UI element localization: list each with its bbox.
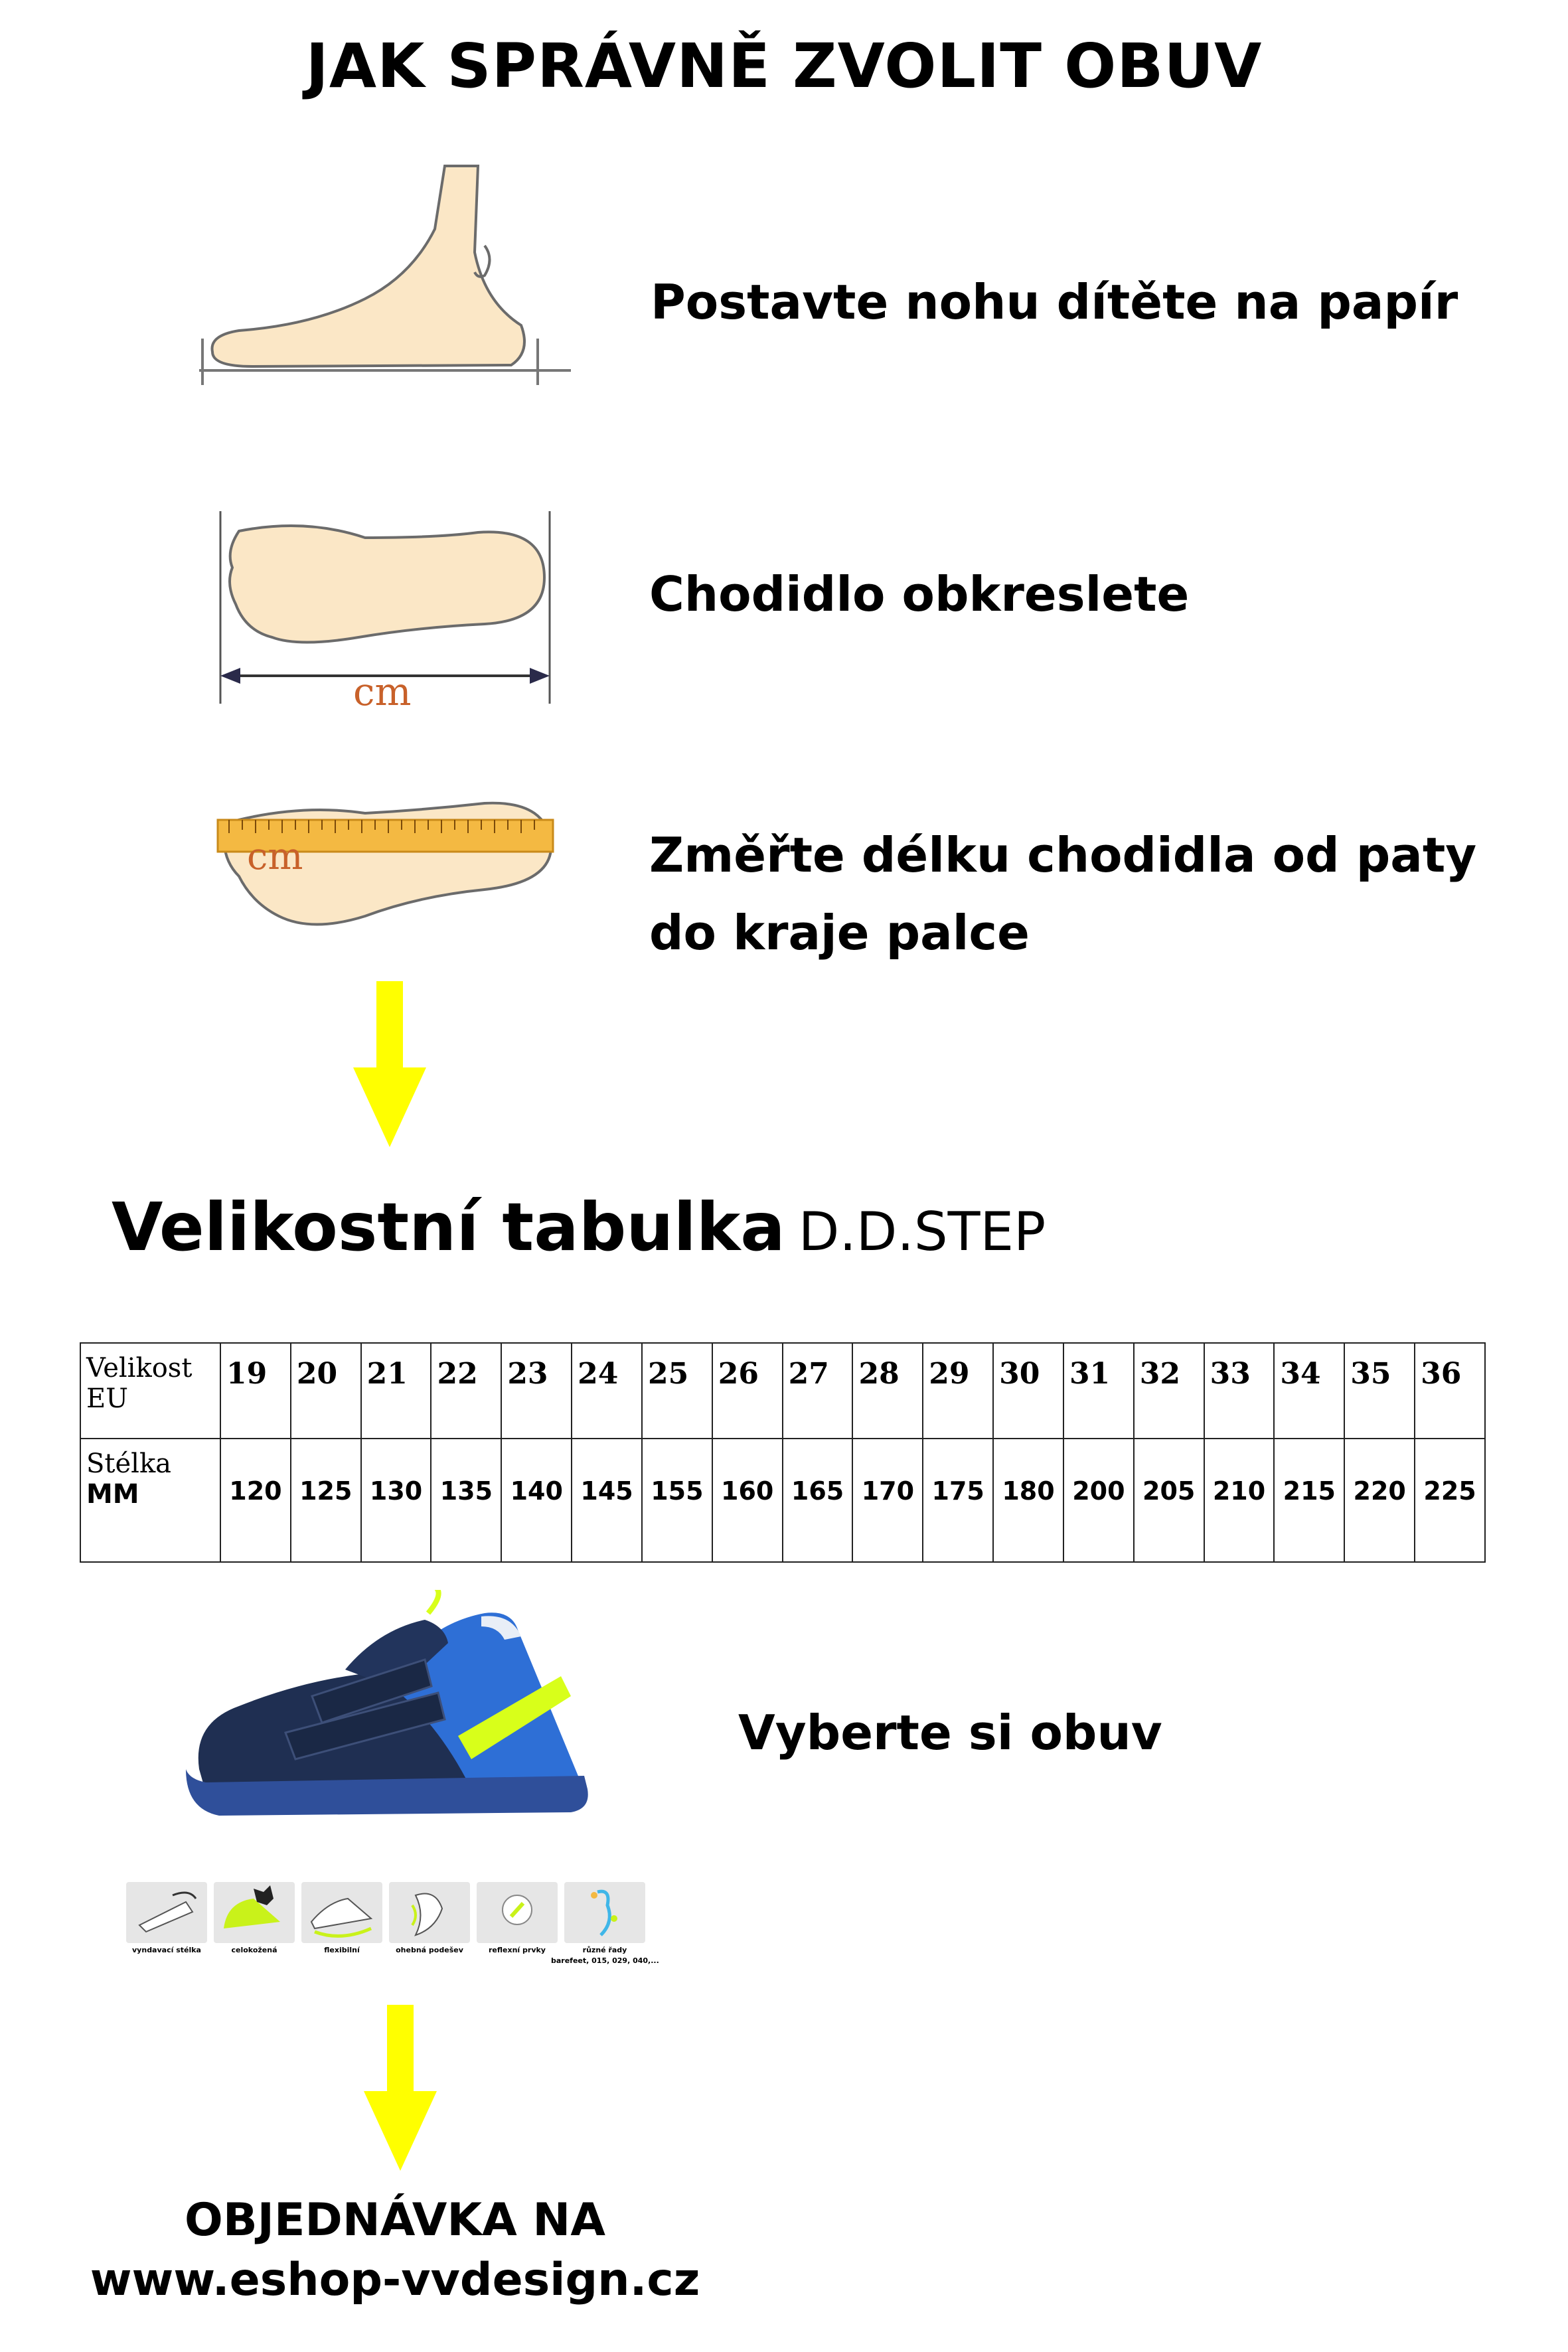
size-cell: 33 [1204,1343,1275,1439]
size-row-label: Velikost EU [80,1343,220,1439]
size-table-title: Velikostní tabulka [112,1188,785,1266]
insole-cell: 220 [1344,1439,1415,1562]
insole-cell: 210 [1204,1439,1275,1562]
step3-text-line2: do kraje palce [649,905,1030,961]
insole-cell: 215 [1274,1439,1344,1562]
down-arrow-icon [353,981,426,1147]
insole-cell: 155 [642,1439,712,1562]
size-cell: 20 [291,1343,361,1439]
step2-text: Chodidlo obkreslete [649,566,1190,622]
insole-cell: 135 [431,1439,501,1562]
insole-cell: 145 [572,1439,642,1562]
measure-label-2: cm [247,835,303,878]
removable-insole-icon [126,1882,207,1943]
icon-caption-secondary: barefeet, 015, 029, 040,... [551,1956,659,1965]
icon-caption: flexibilní [324,1946,360,1954]
full-leather-icon [214,1882,295,1943]
size-cell: 25 [642,1343,712,1439]
insole-cell: 205 [1134,1439,1204,1562]
size-cell: 36 [1415,1343,1485,1439]
product-lines-icon [564,1882,645,1943]
icon-caption: vyndavací stélka [132,1946,201,1954]
shoe-illustration [179,1590,604,1829]
size-cell: 23 [501,1343,572,1439]
down-arrow-icon [364,2005,437,2171]
insole-cell: 160 [712,1439,783,1562]
insole-cell: 140 [501,1439,572,1562]
insole-cell: 225 [1415,1439,1485,1562]
insole-cell: 170 [852,1439,923,1562]
insole-cell: 165 [783,1439,853,1562]
size-cell: 24 [572,1343,642,1439]
step1-text: Postavte nohu dítěte na papír [651,274,1458,330]
reflective-icon [477,1882,558,1943]
size-cell: 32 [1134,1343,1204,1439]
size-table [80,1342,1486,1563]
size-cell: 31 [1063,1343,1134,1439]
bendable-sole-icon [389,1882,470,1943]
size-cell: 29 [923,1343,993,1439]
measure-label-1: cm [353,669,412,714]
insole-row-label: Stélka MM [80,1439,220,1562]
size-cell: 35 [1344,1343,1415,1439]
size-cell: 28 [852,1343,923,1439]
insole-cell: 120 [220,1439,291,1562]
size-cell: 19 [220,1343,291,1439]
icon-caption: celokožená [231,1946,277,1954]
insole-cell: 180 [993,1439,1063,1562]
flexible-sole-icon [301,1882,382,1943]
foot-side-illustration [193,159,591,418]
step4-text: Vyberte si obuv [738,1705,1162,1761]
size-row-insole [80,1439,1485,1562]
step3-text-line1: Změřte délku chodidla od paty [649,827,1477,883]
brand-name: D.D.STEP [798,1201,1046,1263]
size-cell: 27 [783,1343,853,1439]
insole-cell: 175 [923,1439,993,1562]
size-cell: 30 [993,1343,1063,1439]
size-table-heading [112,1188,1046,1266]
icon-caption: reflexní prvky [489,1946,546,1954]
page-title: JAK SPRÁVNĚ ZVOLIT OBUV [305,31,1263,102]
size-cell: 26 [712,1343,783,1439]
insole-cell: 200 [1063,1439,1134,1562]
insole-cell: 125 [291,1439,361,1562]
size-cell: 22 [431,1343,501,1439]
insole-cell: 130 [361,1439,431,1562]
size-cell: 34 [1274,1343,1344,1439]
size-row-eu [80,1343,1485,1439]
feature-icons-row [126,1882,657,1975]
size-cell: 21 [361,1343,431,1439]
icon-caption: různé řady [582,1946,627,1954]
icon-caption: ohebná podešev [396,1946,463,1954]
order-heading: OBJEDNÁVKA NA [185,2194,605,2246]
order-website-link[interactable]: www.eshop-vvdesign.cz [90,2254,700,2306]
